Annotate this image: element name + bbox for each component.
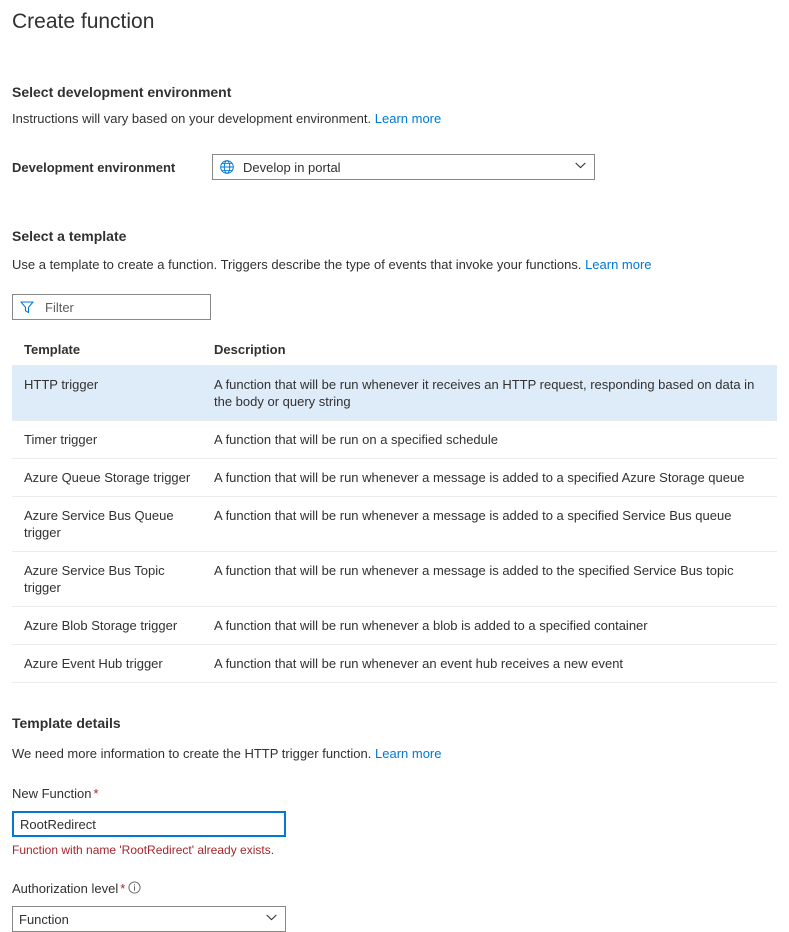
cell-description: A function that will be run whenever an event hub receives a new event: [202, 645, 777, 683]
template-table-header: [12, 342, 777, 366]
new-function-input[interactable]: [12, 811, 286, 837]
cell-template: Azure Service Bus Topic trigger: [12, 552, 202, 607]
cell-template: Azure Event Hub trigger: [12, 645, 202, 683]
cell-description: A function that will be run whenever a blob is added to a specified container: [202, 607, 777, 645]
cell-description: A function that will be run whenever it receives an HTTP request, responding based on data in the body or query string: [202, 366, 777, 421]
template-table: [12, 342, 777, 683]
info-icon[interactable]: [128, 881, 141, 894]
cell-description: A function that will be run on a specified schedule: [202, 421, 777, 459]
authorization-level-dropdown[interactable]: [12, 906, 286, 932]
select-template-section: [12, 226, 777, 683]
template-details-section: [12, 713, 777, 932]
table-row[interactable]: [12, 607, 777, 645]
table-header-row: [12, 342, 777, 366]
template-filter-input[interactable]: [43, 299, 204, 316]
table-row[interactable]: [12, 421, 777, 459]
template-details-learn-more-link[interactable]: Learn more: [375, 746, 442, 761]
dev-environment-heading: Select development environment: [12, 84, 232, 100]
dev-environment-section: [12, 82, 777, 180]
development-environment-row: [12, 154, 777, 180]
template-details-description: [12, 745, 777, 763]
select-template-description: [12, 256, 777, 274]
table-row[interactable]: [12, 552, 777, 607]
cell-description: A function that will be run whenever a message is added to the specified Service Bus topic: [202, 552, 777, 607]
template-details-description-text: We need more information to create the HTTP trigger function.: [12, 746, 372, 761]
authorization-level-label: [12, 880, 777, 898]
template-details-heading: Template details: [12, 715, 121, 731]
globe-icon: [219, 159, 235, 175]
table-row[interactable]: [12, 645, 777, 683]
development-environment-label: Development environment: [12, 159, 176, 175]
template-table-body: [12, 366, 777, 683]
column-header-template: Template: [12, 342, 202, 366]
required-indicator: *: [93, 786, 99, 801]
cell-template: HTTP trigger: [12, 366, 202, 421]
new-function-label: [12, 785, 777, 803]
required-indicator: *: [120, 881, 126, 896]
create-function-page: [0, 8, 789, 926]
cell-template: Timer trigger: [12, 421, 202, 459]
page-title: Create function: [12, 10, 155, 33]
cell-description: A function that will be run whenever a message is added to a specified Azure Storage queue: [202, 459, 777, 497]
development-environment-dropdown[interactable]: [212, 154, 595, 180]
dev-environment-learn-more-link[interactable]: Learn more: [374, 111, 442, 126]
column-header-description: Description: [202, 342, 777, 366]
authorization-level-label-text: Authorization level: [12, 881, 119, 896]
new-function-error-message: Function with name 'RootRedirect' already exists.: [12, 843, 275, 857]
chevron-down-icon: [575, 162, 586, 172]
development-environment-value: Develop in portal: [243, 159, 341, 175]
dev-environment-description-text: Instructions will vary based on your development environment.: [12, 111, 372, 126]
new-function-field-wrapper: [12, 811, 777, 837]
cell-template: Azure Blob Storage trigger: [12, 607, 202, 645]
cell-template: Azure Service Bus Queue trigger: [12, 497, 202, 552]
new-function-label-text: New Function: [12, 786, 92, 801]
cell-description: A function that will be run whenever a message is added to a specified Service Bus queue: [202, 497, 777, 552]
cell-template: Azure Queue Storage trigger: [12, 459, 202, 497]
table-row[interactable]: [12, 497, 777, 552]
chevron-down-icon: [266, 914, 277, 924]
table-row[interactable]: [12, 459, 777, 497]
dev-environment-description: [12, 110, 777, 128]
template-filter-box[interactable]: [12, 294, 211, 320]
table-row[interactable]: [12, 366, 777, 421]
select-template-heading: Select a template: [12, 228, 127, 244]
select-template-description-text: Use a template to create a function. Triggers describe the type of events that invoke your functions.: [12, 257, 582, 272]
funnel-icon: [19, 299, 35, 315]
authorization-level-value: Function: [19, 911, 69, 927]
select-template-learn-more-link[interactable]: Learn more: [585, 257, 652, 272]
